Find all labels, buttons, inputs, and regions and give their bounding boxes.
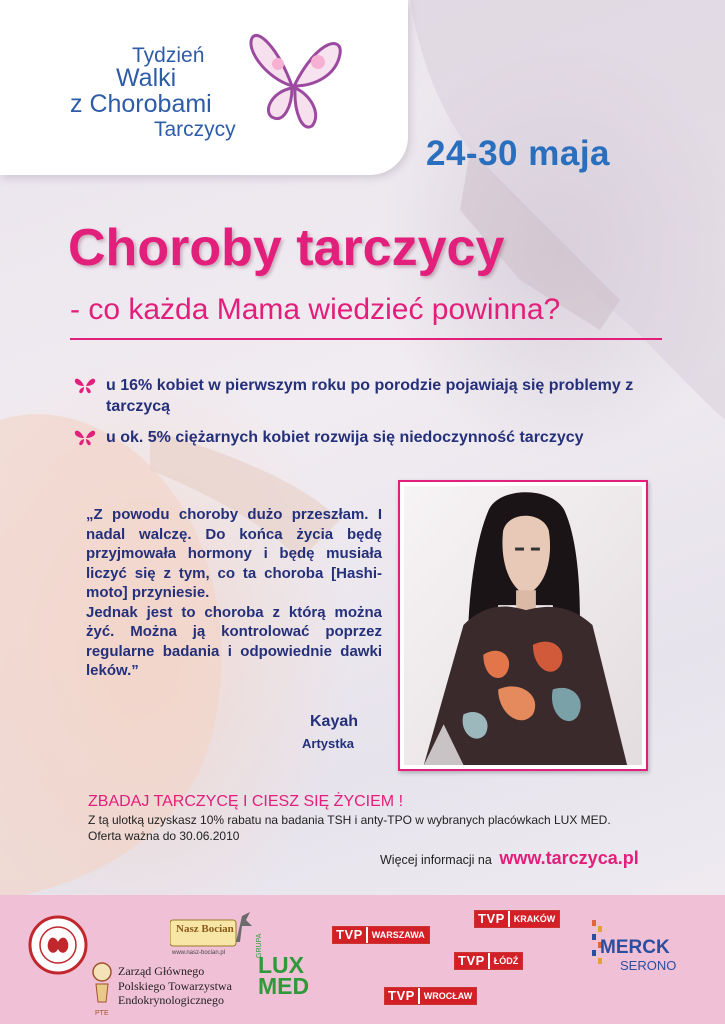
campaign-logo (0, 0, 408, 175)
promo-text (88, 812, 611, 844)
pte-emblem-icon (90, 960, 114, 1012)
quote-author-role: Artystka (302, 736, 355, 751)
pte-line: Polskiego Towarzystwa (118, 978, 232, 993)
tvp-lodz-logo (454, 952, 523, 970)
call-to-action: ZBADAJ TARCZYCĘ I CIESZ SIĘ ŻYCIEM ! (88, 793, 404, 810)
fact-item (74, 427, 694, 448)
tvp-city: ŁÓDŹ (490, 953, 523, 969)
merck-line: MERCK (600, 937, 670, 958)
lux-med-line: LUX (258, 952, 304, 978)
fact-item (74, 375, 694, 417)
tvp-mark: TVP (455, 953, 488, 969)
fact-list (74, 375, 694, 458)
tvp-krakow-logo (474, 910, 560, 928)
logo-line-2: Walki (116, 64, 177, 92)
butterfly-icon (74, 429, 96, 447)
tvp-city: WARSZAWA (368, 927, 429, 943)
author-photo-frame (398, 480, 648, 771)
lux-med-logo (258, 952, 310, 999)
testimonial-quote (86, 505, 382, 681)
tvp-wroclaw-logo (384, 987, 477, 1005)
butterfly-logo-icon (248, 28, 343, 133)
tvp-city: WROCŁAW (420, 988, 477, 1004)
page-subtitle: - co każda Mama wiedzieć powinna? (70, 293, 561, 326)
quote-paragraph-1: „Z powodu choroby dużo przeszłam. I nadal walczę. Do końca życia będę przyjmowała hormony i będę musiała liczyć się z tym, co ta choroba [Hashi-moto] przyniesie. (86, 506, 382, 601)
merck-serono-logo (600, 937, 676, 973)
author-photo (404, 486, 642, 765)
tvp-warszawa-logo (332, 926, 430, 944)
more-info (380, 848, 639, 869)
promo-line-1: Z tą ulotką uzyskasz 10% rabatu na badania TSH i anty-TPO w wybranych placówkach LUX MED. (88, 813, 611, 827)
tvp-mark: TVP (385, 988, 418, 1004)
more-info-label: Więcej informacji na (380, 853, 492, 867)
title-divider (70, 338, 662, 340)
nasz-bocian-name: Nasz Bocian (176, 923, 234, 935)
website-link[interactable]: www.tarczyca.pl (499, 848, 639, 868)
nasz-bocian-url: www.nasz-bocian.pl (172, 950, 226, 956)
pte-text (118, 964, 232, 1008)
tvp-mark: TVP (333, 927, 366, 943)
tvp-mark: TVP (475, 911, 508, 927)
pte-badge: PTE (95, 1010, 109, 1017)
logo-line-1: Tydzień (132, 44, 205, 67)
merck-line: SERONO (620, 958, 677, 973)
quote-author: Kayah (310, 713, 359, 730)
pte-line: Endokrynologicznego (118, 993, 224, 1007)
promo-line-2: Oferta ważna do 30.06.2010 (88, 829, 240, 843)
page-title: Choroby tarczycy (68, 219, 505, 277)
logo-line-4: Tarczycy (154, 118, 236, 141)
lux-med-group-label: GRUPA (256, 933, 263, 958)
butterfly-icon (74, 377, 96, 395)
campaign-date: 24-30 maja (426, 134, 611, 173)
quote-paragraph-2: Jednak jest to choroba z którą można żyć. Można ją kontrolować poprzez regularne badania i odpowiednie dawki leków.” (86, 603, 382, 679)
pte-line: Zarząd Głównego (118, 964, 205, 978)
fact-text: u ok. 5% ciężarnych kobiet rozwija się niedoczynność tarczycy (106, 429, 584, 446)
lux-med-line: MED (258, 973, 310, 999)
nasz-bocian-logo (170, 912, 254, 962)
logo-line-3: z Chorobami (70, 90, 212, 118)
fact-text: u 16% kobiet w pierwszym roku po porodzie pojawiają się problemy z tarczycą (106, 377, 634, 415)
tvp-city: KRAKÓW (510, 911, 560, 927)
ptt-seal-logo (28, 915, 88, 975)
